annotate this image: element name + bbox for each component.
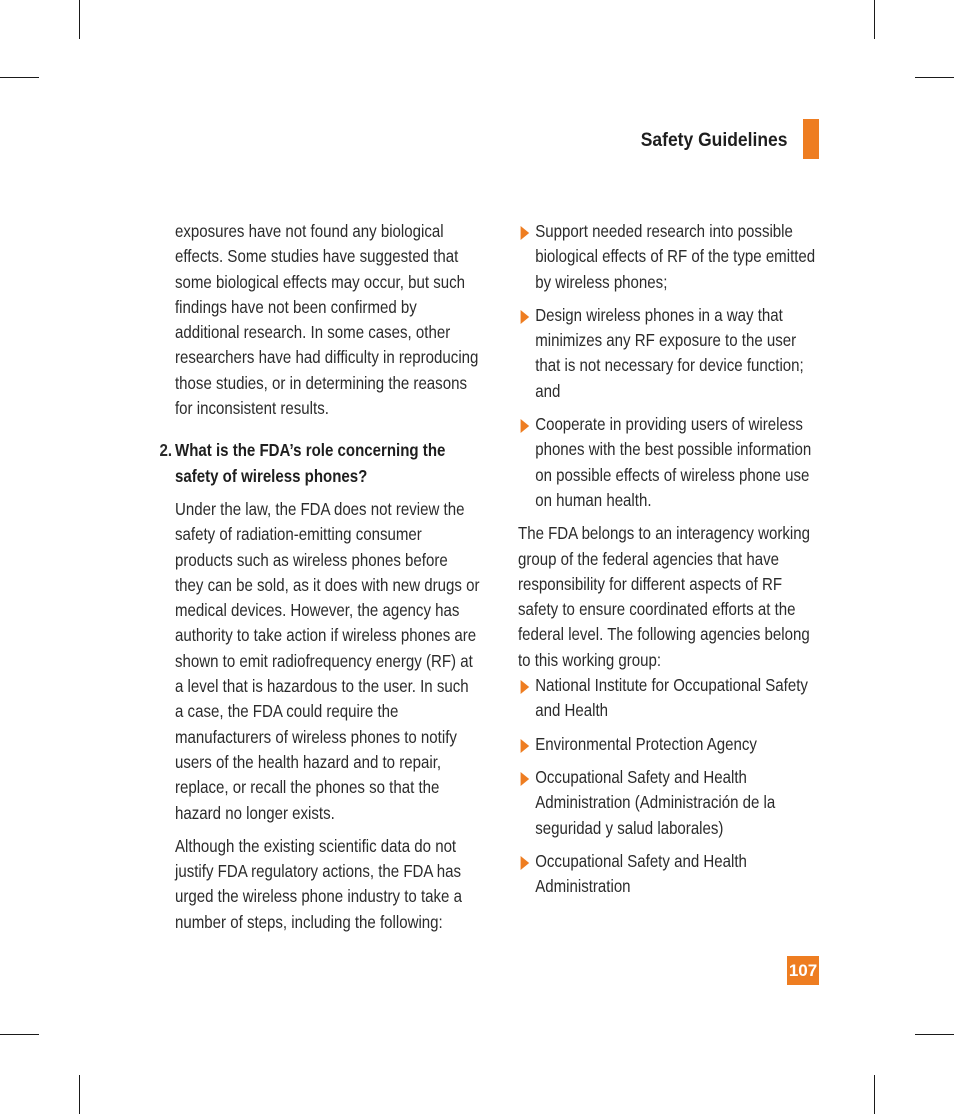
working-group-paragraph: The FDA belongs to an interagency working group of the federal agencies that have responsibility for different aspects of RF safety to ensure coordinated efforts at the federal level. The following agencies belong to this working group: xyxy=(518,523,810,670)
bullet-arrow-icon xyxy=(521,772,530,786)
right-column xyxy=(518,219,824,907)
section-tab-marker xyxy=(803,119,819,159)
list-item: Cooperate in providing users of wireless phones with the best possible information on possible effects of wireless phone use on human health. xyxy=(518,412,823,513)
crop-mark xyxy=(915,1034,954,1035)
crop-mark xyxy=(874,0,875,39)
bullet-arrow-icon xyxy=(521,680,530,694)
bullet-arrow-icon xyxy=(521,310,530,324)
crop-mark xyxy=(0,77,39,78)
crop-mark xyxy=(79,0,80,39)
answer-paragraph-2: Although the existing scientific data do not justify FDA regulatory actions, the FDA has urged the wireless phone industry to take a number of steps, including the following: xyxy=(175,835,462,932)
crop-mark xyxy=(915,77,954,78)
crop-mark xyxy=(79,1075,80,1114)
bullet-arrow-icon xyxy=(521,856,530,870)
question-heading: What is the FDA’s role concerning the safety of wireless phones? xyxy=(175,440,446,486)
list-item: National Institute for Occupational Safety and Health xyxy=(518,673,823,724)
left-column xyxy=(159,219,481,935)
answer-paragraph-1: Under the law, the FDA does not review the safety of radiation-emitting consumer products such as wireless phones before they can be sold, as it does with new drugs or medical devices. However, the agency has authority to take action if wireless phones are shown to emit radiofrequency energy (RF) at a level that is hazardous to the user. In such a case, the FDA could require the manufacturers of wireless phones to notify users of the health hazard and to repair, replace, or recall the phones so that the hazard no longer exists. xyxy=(175,498,480,823)
crop-mark xyxy=(0,1034,39,1035)
list-item: Design wireless phones in a way that minimizes any RF exposure to the user that is not necessary for device function; and xyxy=(518,303,823,404)
intro-paragraph: exposures have not found any biological effects. Some studies have suggested that some biological effects may occur, but such findings have not been confirmed by additional research. In some cases, other researchers have had difficulty in reproducing those studies, or in determining the reasons for inconsistent results. xyxy=(175,221,479,419)
section-title: Safety Guidelines xyxy=(640,130,787,151)
bullet-arrow-icon xyxy=(521,419,530,433)
agencies-list xyxy=(518,673,823,899)
question-number: 2. xyxy=(159,440,173,461)
list-item: Occupational Safety and Health Administration xyxy=(518,849,823,900)
list-item: Environmental Protection Agency xyxy=(518,732,823,757)
crop-mark xyxy=(874,1075,875,1114)
question-block xyxy=(159,438,480,489)
bullet-arrow-icon xyxy=(521,226,530,240)
steps-list xyxy=(518,219,823,513)
list-item: Support needed research into possible biological effects of RF of the type emitted by wireless phones; xyxy=(518,219,823,295)
bullet-arrow-icon xyxy=(521,739,530,753)
list-item: Occupational Safety and Health Administration (Administración de la seguridad y salud laborales) xyxy=(518,765,823,841)
page-number: 107 xyxy=(787,956,819,985)
